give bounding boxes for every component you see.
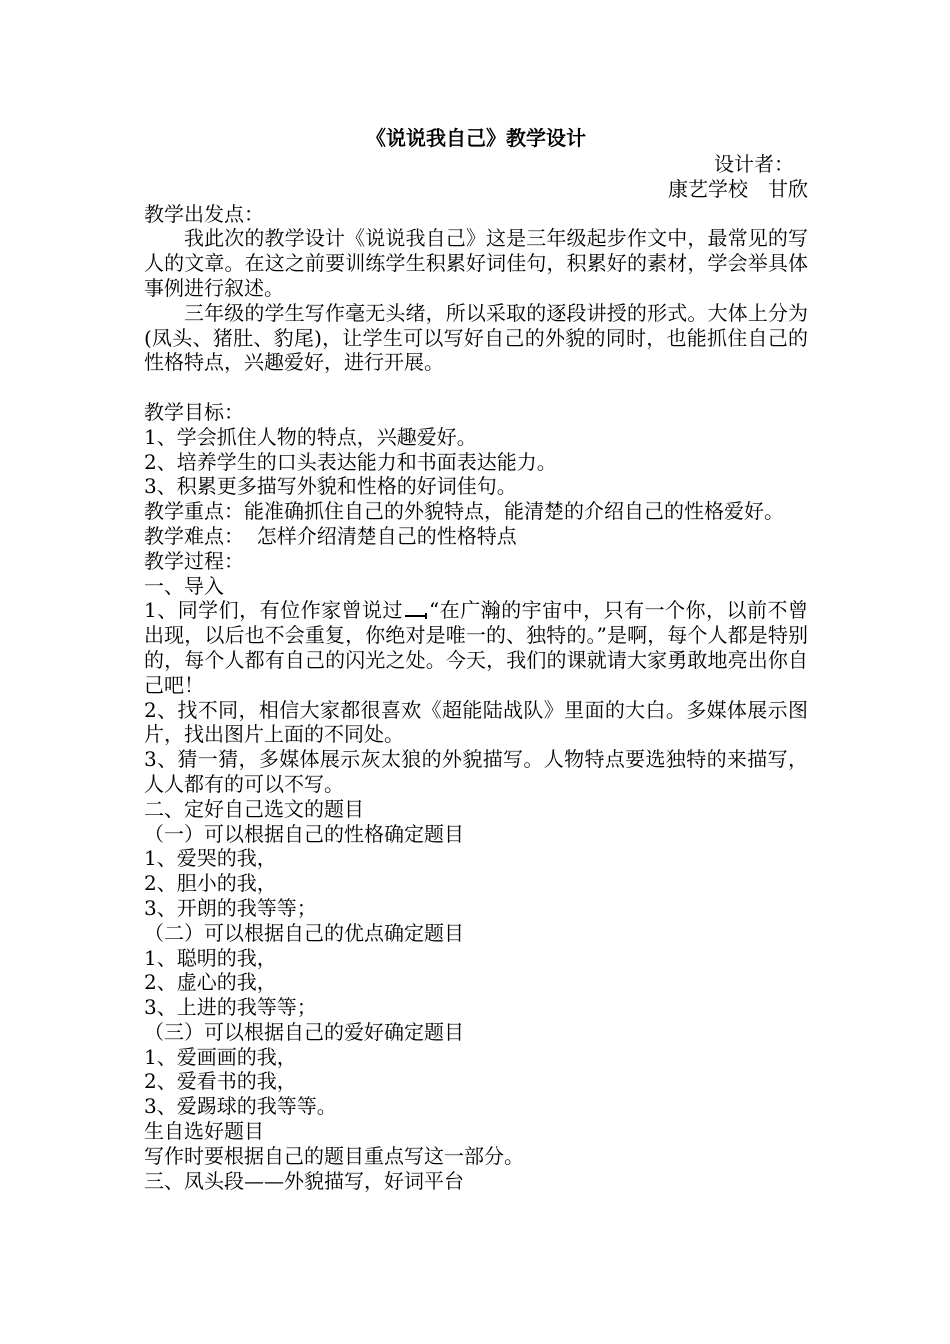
intro-item-1-start: 1、同学们，有位作家曾说过	[144, 598, 404, 623]
section-heading: 三、凤头段——外貌描写，好词平台	[144, 1168, 464, 1193]
document-title: 《说说我自己》教学设计	[366, 126, 586, 150]
list-item: 3、开朗的我等等；	[144, 895, 317, 920]
key-point: 教学重点：能准确抓住自己的外貌特点，能清楚的介绍自己的性格爱好。	[144, 499, 784, 524]
intro-item-2: 2、找不同，相信大家都很喜欢《超能陆战队》里面的大白。多媒体展示图片，找出图片上面的不同处。	[144, 697, 808, 747]
list-item: 2、虚心的我，	[144, 970, 277, 995]
intro-item-1-quote: “在广瀚的宇宙中，只有一个你，以前不曾出现，以后也不会重复，你绝对是唯一的、独特的。”是啊，每个人都是特别的，每个人都有自己的闪光之处。今天，我们的课就请大家勇敢地亮出你自己吧！	[144, 598, 808, 697]
intro-item-3: 3、猜一猜，多媒体展示灰太狼的外貌描写。人物特点要选独特的来描写，人人都有的可以不写。	[144, 747, 808, 796]
document-page	[144, 124, 808, 1193]
process-heading: 教学过程：	[144, 548, 244, 573]
start-paragraph-1: 我此次的教学设计《说说我自己》这是三年级起步作文中，最常见的写人的文章。在这之前要训练学生积累好词佳句，积累好的素材，学会举具体事例进行叙述。	[144, 226, 808, 300]
list-item: 3、上进的我等等；	[144, 995, 317, 1020]
difficulty: 教学难点： 怎样介绍清楚自己的性格特点	[144, 523, 517, 548]
subsection-heading: （三）可以根据自己的爱好确定题目	[144, 1019, 464, 1044]
intro-item-1	[144, 598, 808, 697]
subsection-heading: （一）可以根据自己的性格确定题目	[144, 821, 464, 846]
list-item: 1、聪明的我，	[144, 945, 277, 970]
goal-item: 2、培养学生的口头表达能力和书面表达能力。	[144, 449, 557, 474]
goal-item: 1、学会抓住人物的特点，兴趣爱好。	[144, 424, 477, 449]
goals-heading: 教学目标：	[144, 399, 244, 424]
list-item: 2、爱看书的我，	[144, 1069, 297, 1094]
start-paragraph-2: 三年级的学生写作毫无头绪，所以采取的逐段讲授的形式。大体上分为(凤头、猪肚、豹尾)，让学生可以写好自己的外貌的同时，也能抓住自己的性格特点，兴趣爱好，进行开展。	[144, 300, 808, 375]
section-heading: 一、导入	[144, 573, 224, 598]
designer-name: 康艺学校 甘欣	[668, 176, 808, 201]
blank-line	[144, 375, 808, 400]
start-heading: 教学出发点：	[144, 201, 264, 226]
self-select-line: 生自选好题目	[144, 1119, 264, 1144]
goal-item: 3、积累更多描写外貌和性格的好词佳句。	[144, 474, 517, 499]
subsection-heading: （二）可以根据自己的优点确定题目	[144, 920, 464, 945]
designer-label: 设计者：	[714, 152, 794, 176]
writing-note: 写作时要根据自己的题目重点写这一部分。	[144, 1143, 524, 1168]
list-item: 1、爱哭的我，	[144, 846, 277, 871]
list-item: 3、爱踢球的我等等。	[144, 1094, 337, 1119]
colon-mark-icon	[405, 605, 427, 617]
list-item: 2、胆小的我，	[144, 871, 277, 896]
list-item: 1、爱画画的我，	[144, 1044, 297, 1069]
section-heading: 二、定好自己选文的题目	[144, 796, 364, 821]
